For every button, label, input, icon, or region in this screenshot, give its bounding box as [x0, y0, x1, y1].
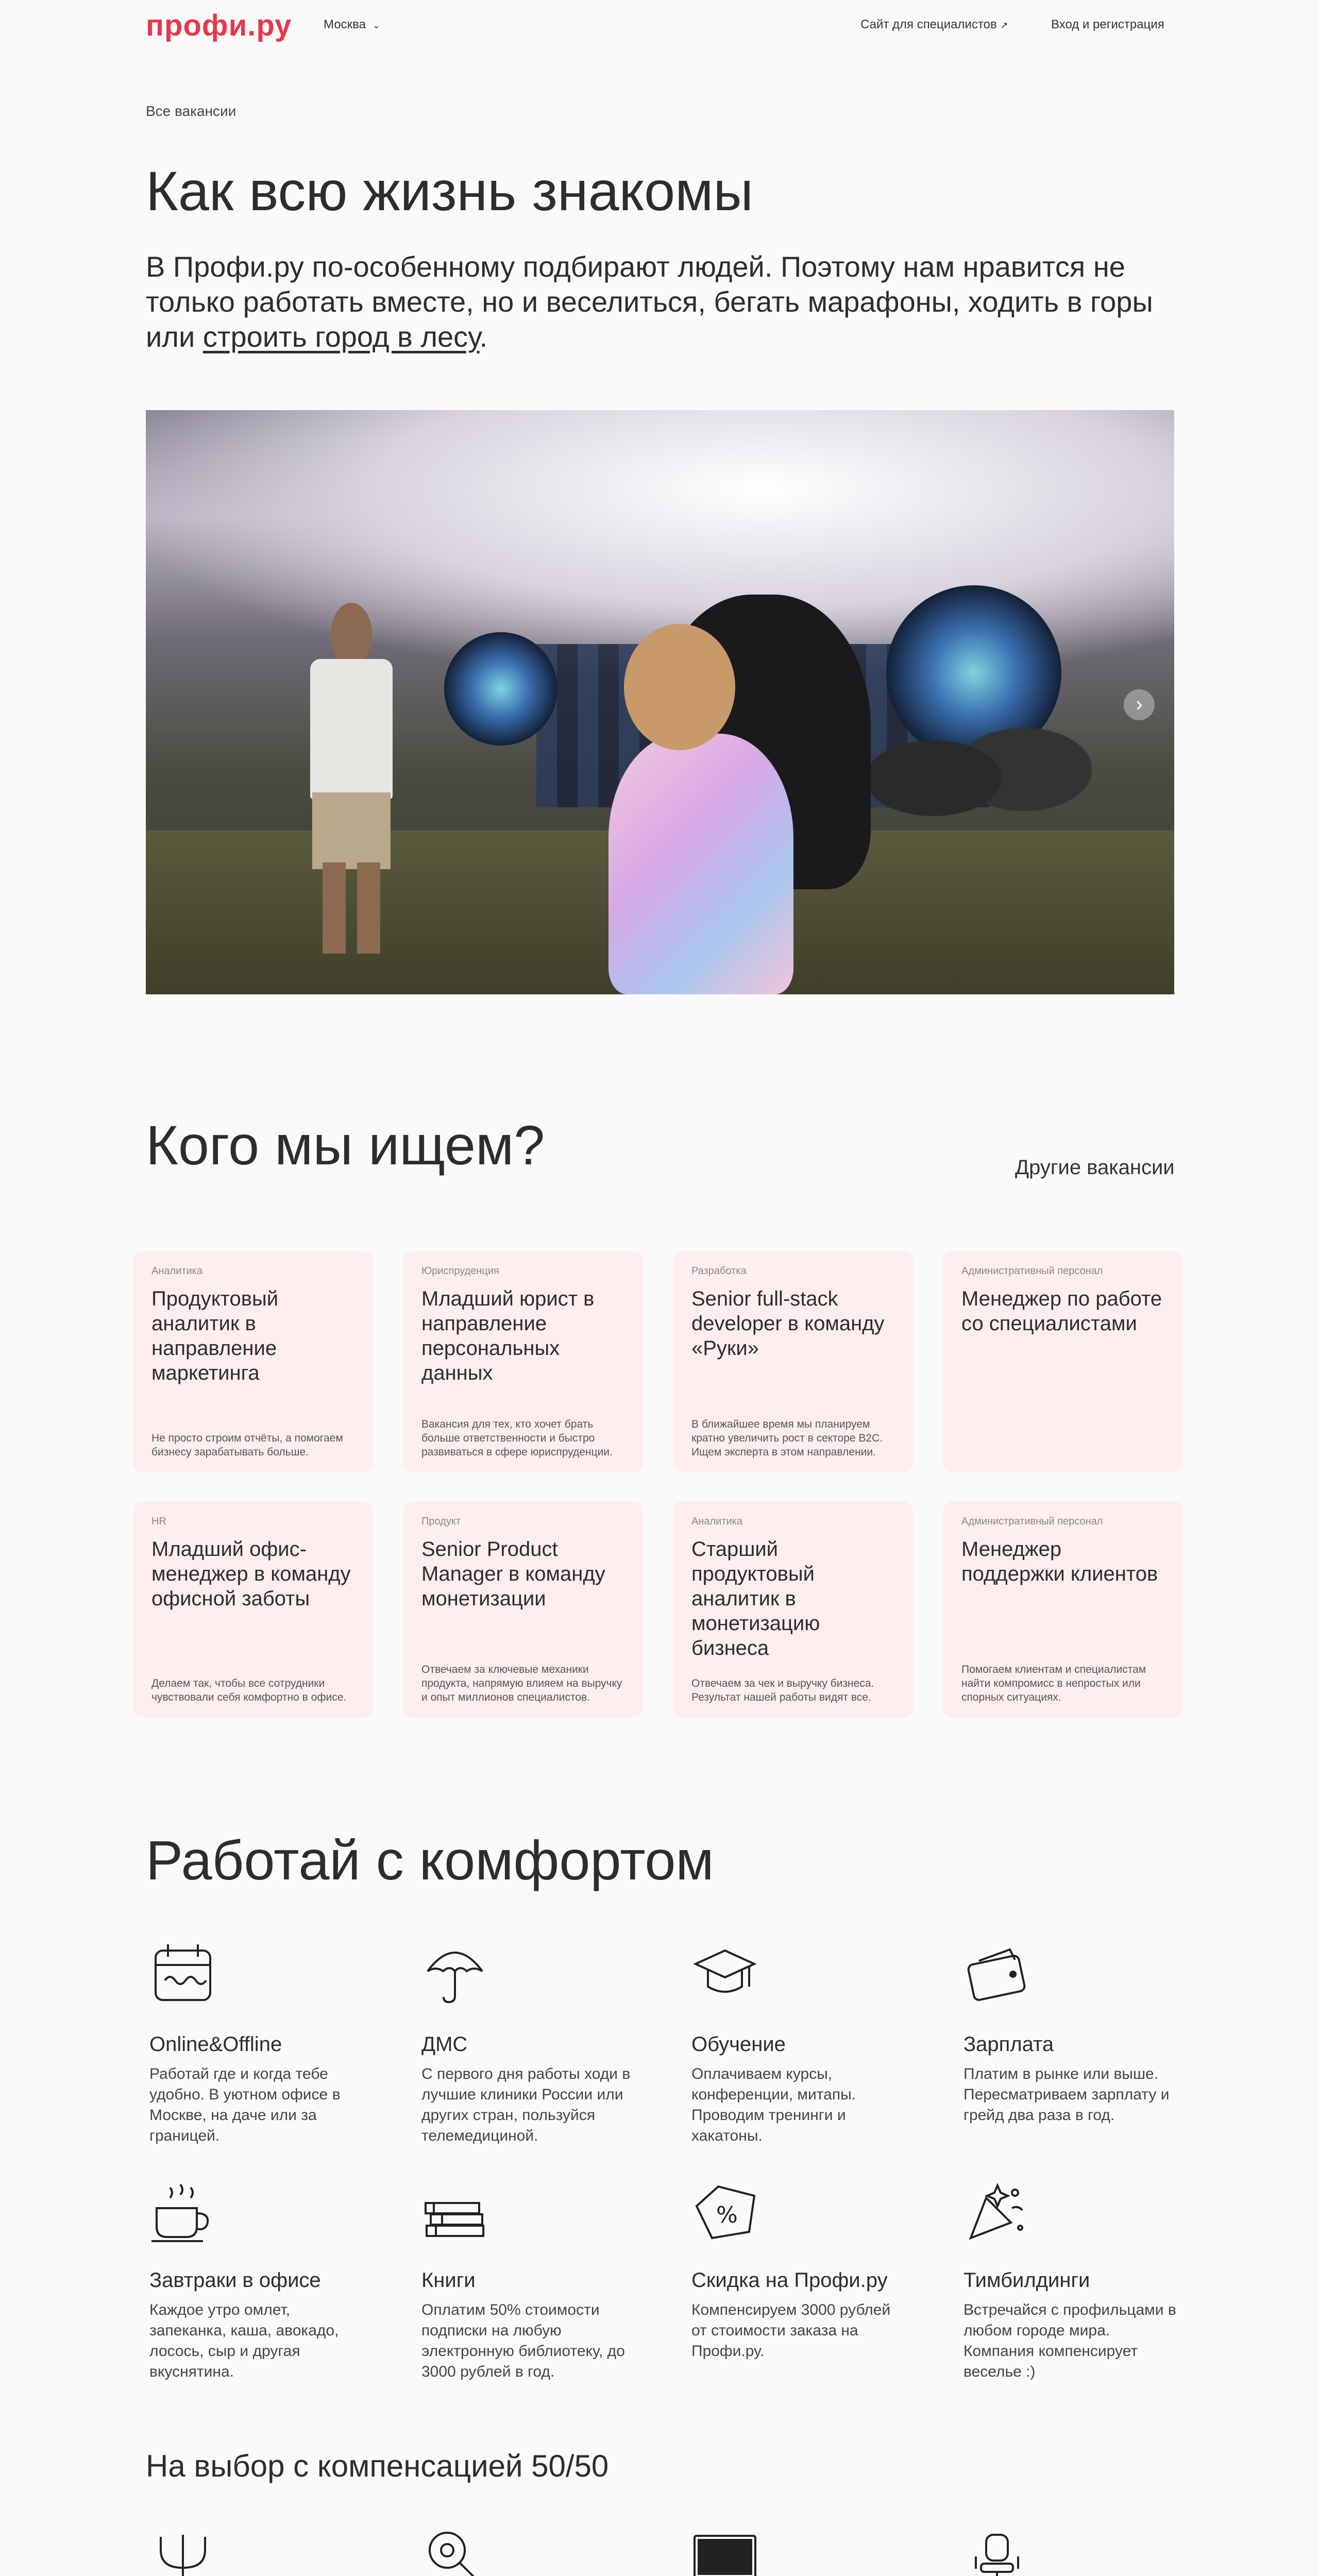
compensation-title: На выбор с компенсацией 50/50 — [146, 2449, 609, 2483]
benefit-text: Компенсируем 3000 рублей от стоимости заказа на Профи.ру. — [691, 2301, 891, 2360]
vacancy-title: Senior full-stack developer в команду «Руки» — [691, 1287, 885, 1360]
vacancy-description: Вакансия для тех, кто хочет брать больше ответственности и быстро развиваться в сфере юриспруденции. — [421, 1418, 613, 1458]
benefit-title: Online&Offline — [149, 2033, 282, 2056]
vacancy-title: Продуктовый аналитик в направление маркетинга — [151, 1287, 279, 1384]
specialist-site-link[interactable] — [860, 18, 1008, 32]
logo-text: профи.ру — [146, 9, 292, 42]
hero-lead — [146, 249, 1156, 354]
benefit-text: Встречайся с профильцами в любом городе мира. Компания компенсирует веселье :) — [963, 2301, 1176, 2380]
wallet-icon — [963, 1939, 1030, 2006]
external-link-icon: ↗ — [1000, 20, 1008, 30]
vacancy-card[interactable] — [673, 1501, 913, 1718]
office-chair-icon — [963, 2530, 1030, 2576]
page-title: Как всю жизнь знакомы — [146, 160, 754, 222]
vacancy-description: Не просто строим отчёты, а помогаем бизнесу зарабатывать больше. — [151, 1432, 343, 1458]
svg-text:%: % — [716, 2202, 738, 2228]
vacancy-category: Аналитика — [691, 1516, 742, 1527]
benefit-text: Работай где и когда тебе удобно. В уютном офисе в Москве, на даче или за границей. — [149, 2065, 341, 2144]
discount-tag-icon — [691, 2177, 758, 2244]
city-label: Москва — [324, 18, 366, 31]
vacancy-title: Старший продуктовый аналитик в монетизацию бизнеса — [691, 1538, 820, 1659]
vacancy-title: Младший юрист в направление персональных данных — [421, 1287, 595, 1384]
breadcrumb[interactable]: Все вакансии — [146, 103, 236, 119]
vacancy-card[interactable] — [133, 1501, 373, 1718]
benefit-title: Завтраки в офисе — [149, 2269, 321, 2292]
vacancy-card[interactable] — [133, 1251, 373, 1472]
ping-pong-icon — [421, 2530, 488, 2576]
sitting-people — [866, 690, 1092, 866]
vacancy-description: Отвечаем за ключевые механики продукта, напрямую влияем на выручку и опыт миллионов специалистов. — [421, 1664, 622, 1703]
vacancy-category: Разработка — [691, 1265, 747, 1277]
vacancy-card[interactable] — [403, 1501, 643, 1718]
benefit-text: Платим в рынке или выше. Пересматриваем зарплату и грейд два раза в год. — [963, 2065, 1170, 2124]
specialist-site-label: Сайт для специалистов — [860, 18, 997, 31]
vacancy-category: Административный персонал — [961, 1265, 1103, 1277]
forest-city-link[interactable]: строить город в лесу — [202, 320, 480, 353]
monitor-icon — [691, 2530, 758, 2576]
lead-end: . — [479, 320, 488, 353]
benefit-title: Обучение — [691, 2033, 786, 2056]
chevron-down-icon: ⌄ — [372, 20, 380, 30]
vacancy-description: Помогаем клиентам и специалистам найти компромисс в непростых или спорных ситуациях. — [961, 1664, 1146, 1703]
benefit-text: Каждое утро омлет, запеканка, каша, авокадо, лосось, сыр и другая вкуснятина. — [149, 2301, 339, 2380]
slider-next-button[interactable] — [1124, 689, 1155, 720]
calendar-icon — [149, 1939, 216, 2006]
vacancy-category: Административный персонал — [961, 1516, 1103, 1527]
chevron-right-icon: › — [1136, 693, 1143, 716]
benefit-text: С первого дня работы ходи в лучшие клиники России или других стран, пользуйся телемедициной. — [421, 2065, 631, 2144]
vacancy-description: В ближайшее время мы планируем кратно увеличить рост в секторе B2C. Ищем эксперта в этом направлении. — [691, 1418, 883, 1458]
graduation-cap-icon — [691, 1939, 758, 2006]
man-with-phone — [300, 603, 403, 953]
city-selector[interactable] — [324, 18, 380, 32]
login-label: Вход и регистрация — [1051, 18, 1164, 31]
vacancy-card[interactable] — [943, 1251, 1183, 1472]
vacancy-category: HR — [151, 1516, 166, 1527]
header-logo[interactable] — [146, 8, 292, 43]
vacancy-category: Аналитика — [151, 1265, 202, 1277]
vacancy-category: Продукт — [421, 1516, 461, 1527]
vacancy-title: Senior Product Manager в команду монетизации — [421, 1538, 605, 1610]
vacancy-title: Менеджер поддержки клиентов — [961, 1538, 1158, 1585]
other-vacancies-link[interactable]: Другие вакансии — [1015, 1156, 1175, 1179]
umbrella-icon — [421, 1939, 488, 2006]
coffee-icon — [149, 2177, 216, 2244]
hero-photo — [146, 410, 1174, 994]
psi-icon — [149, 2530, 216, 2576]
benefit-title: Скидка на Профи.ру — [691, 2269, 888, 2292]
vacancy-category: Юриспруденция — [421, 1265, 499, 1277]
benefits-title: Работай с комфортом — [146, 1829, 714, 1891]
lead-text: В Профи.ру по-особенному подбирают людей. Поэтому нам нравится не только работать вместе, но и веселиться, бегать марафоны, ходить в горы или — [146, 250, 1153, 353]
hugging-people — [578, 574, 886, 994]
vacancy-card[interactable] — [403, 1251, 643, 1472]
benefit-title: ДМС — [421, 2033, 468, 2056]
confetti-icon — [963, 2177, 1030, 2244]
benefit-text: Оплачиваем курсы, конференции, митапы. Проводим тренинги и хакатоны. — [691, 2065, 856, 2144]
login-link[interactable] — [1051, 18, 1164, 32]
benefit-title: Зарплата — [963, 2033, 1054, 2056]
benefit-title: Тимбилдинги — [963, 2269, 1090, 2292]
benefit-text: Оплатим 50% стоимости подписки на любую электронную библиотеку, до 3000 рублей в год. — [421, 2301, 625, 2380]
vacancy-title: Менеджер по работе со специалистами — [961, 1287, 1162, 1335]
vacancies-title: Кого мы ищем? — [146, 1114, 545, 1176]
vacancy-title: Младший офис-менеджер в команду офисной заботы — [151, 1538, 351, 1610]
vacancy-description: Делаем так, чтобы все сотрудники чувствовали себя комфортно в офисе. — [151, 1677, 347, 1703]
vacancy-description: Отвечаем за чек и выручку бизнеса. Результат нашей работы видят все. — [691, 1677, 874, 1703]
vacancy-card[interactable] — [943, 1501, 1183, 1718]
mandala-left — [444, 632, 557, 745]
benefit-title: Книги — [421, 2269, 476, 2292]
books-icon — [421, 2177, 488, 2244]
vacancy-card[interactable] — [673, 1251, 913, 1472]
